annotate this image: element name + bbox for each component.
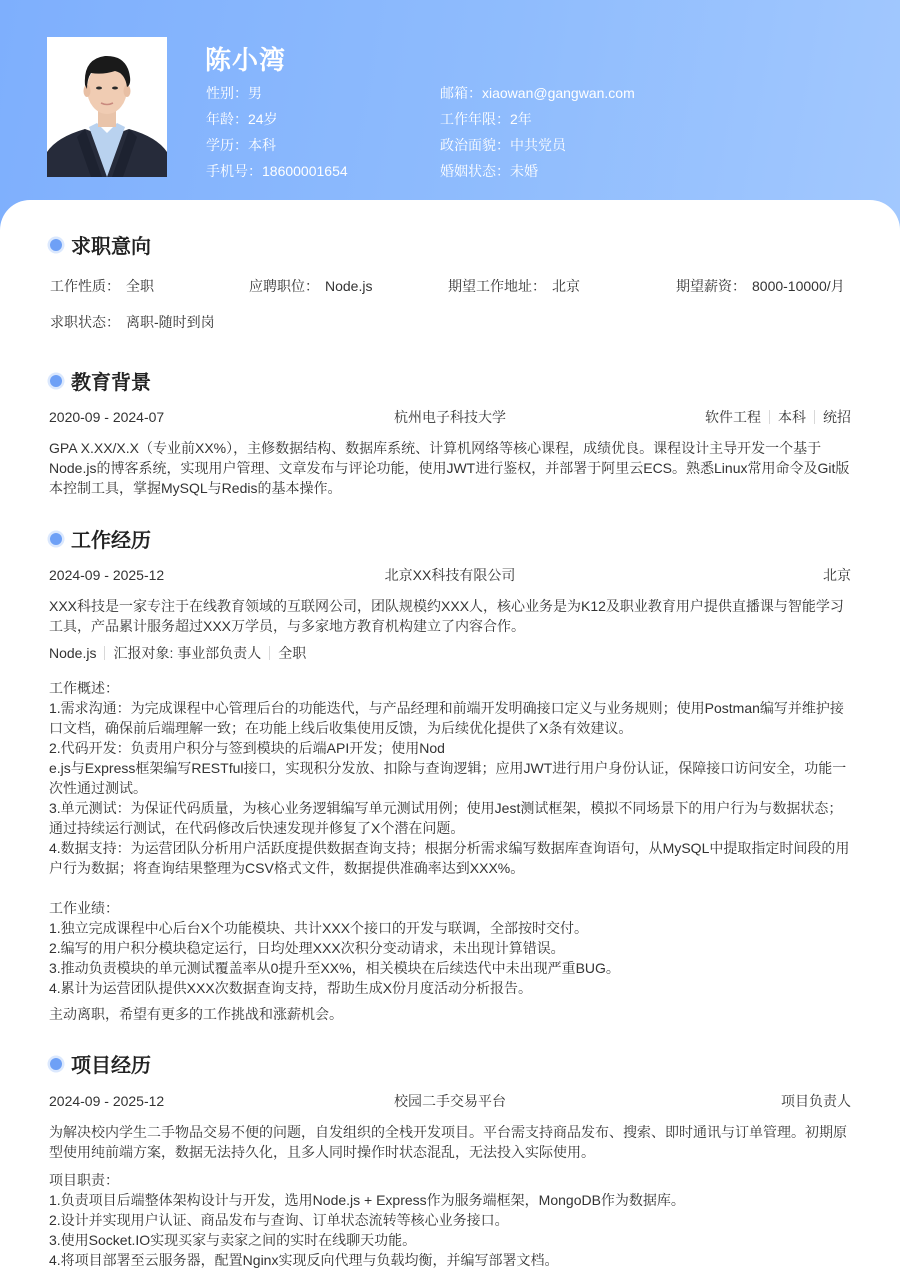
- section-title-project: 项目经历: [48, 1049, 151, 1078]
- work-location: 北京: [823, 567, 851, 583]
- work-tags: Node.js 汇报对象: 事业部负责人 全职: [49, 645, 307, 661]
- intention-salary: 期望薪资： 8000-10000/月: [676, 278, 845, 294]
- work-leave-reason: 主动离职，希望有更多的工作挑战和涨薪机会。: [49, 1006, 343, 1022]
- project-header: [49, 1091, 851, 1111]
- bullet-dot-icon: [50, 375, 62, 387]
- work-period: 2024-09 - 2025-12: [49, 567, 165, 583]
- work-header: [49, 565, 851, 585]
- info-email: 邮箱：xiaowan@gangwan.com: [440, 85, 635, 101]
- section-title-job-intention: 求职意向: [48, 230, 151, 259]
- project-name: 校园二手交易平台: [394, 1093, 506, 1109]
- project-duties: 项目职责： 1.负责项目后端整体架构设计与开发，选用Node.js + Express作为服务端框架，MongoDB作为数据库。 2.设计并实现用户认证、商品发布与查询、订单状态流转等核心业务接口。 3.使用Socket.IO实现买家与卖家之间的实时在线聊天功能。 4.将项目部署至云服务器，配置Nginx实现反向代理与负载均衡，并编写部署文档。: [49, 1172, 685, 1268]
- intention-work-type: 工作性质： 全职: [50, 278, 154, 294]
- project-intro: 为解决校内学生二手物品交易不便的问题，自发组织的全栈开发项目。平台需支持商品发布、搜索、即时通讯与订单管理。初期原型使用纯前端方案，数据无法持久化，且多人同时操作时状态混乱，无法投入实际使用。: [49, 1124, 847, 1160]
- portrait-photo-icon: [47, 37, 167, 177]
- intention-status: 求职状态： 离职-随时到岗: [50, 314, 215, 330]
- project-period: 2024-09 - 2025-12: [49, 1093, 165, 1109]
- info-marital-status: 婚姻状态：未婚: [440, 163, 538, 179]
- info-gender: 性别：男: [206, 85, 262, 101]
- intention-location: 期望工作地址： 北京: [448, 278, 580, 294]
- basic-info-left: [206, 83, 348, 187]
- education-school: 杭州电子科技大学: [394, 409, 506, 425]
- education-period: 2020-09 - 2024-07: [49, 409, 165, 425]
- candidate-name: 陈小湾: [205, 45, 287, 75]
- work-overview: 工作概述： 1.需求沟通：为完成课程中心管理后台的功能迭代，与产品经理和前端开发明确接口定义与业务规则；使用Postman编写并维护接 口文档，确保前后端理解一致；在功能上线后收集使用反馈，为后续优化提供了X条有效建议。 2.代码开发：负责用户积分与签到模块的后端API开发；使用Nod e.js与Express框架编写RESTful接口，实现积分发放、扣除与查询逻辑；应用JWT进行用户身份认证，保障接口访问安全，功能一 次性通过测试。 3.单元测试：为保证代码质量，为核心业务逻辑编写单元测试用例；使用Jest测试框架，模拟不同场景下的用户行为与数据状态； 通过持续运行测试，在代码修改后快速发现并修复了X个潜在问题。 4.数据支持：为运营团队分析用户活跃度提供数据查询支持；根据分析需求编写数据库查询语句，从MySQL中提取指定时间段的用 户行为数据；将查询结果整理为CSV格式文件，数据提供准确率达到XXX%。: [49, 680, 850, 876]
- project-role: 项目负责人: [781, 1093, 851, 1109]
- education-description: GPA X.XX/X.X（专业前XX%），主修数据结构、数据库系统、计算机网络等核心课程，成绩优良。课程设计主导开发一个基于Node.js的博客系统，实现用户管理、文章发布与评论功能，使用JWT进行鉴权，并部署于阿里云ECS。熟悉Linux常用命令及Git版本控制工具，掌握MySQL与Redis的基本操作。: [49, 440, 850, 496]
- bullet-dot-icon: [50, 1058, 62, 1070]
- info-work-years: 工作年限：2年: [440, 111, 532, 127]
- education-tags: 软件工程 本科 统招: [705, 409, 851, 425]
- work-achievements: 工作业绩： 1.独立完成课程中心后台X个功能模块、共计XXX个接口的开发与联调，全部按时交付。 2.编写的用户积分模块稳定运行，日均处理XXX次积分变动请求，未出现计算错误。 3.推动负责模块的单元测试覆盖率从0提升至XX%，相关模块在后续迭代中未出现严重BUG。 4.累计为运营团队提供XXX次数据查询支持，帮助生成X份月度活动分析报告。: [49, 900, 620, 996]
- education-header: [49, 407, 851, 427]
- basic-info-right: [440, 83, 635, 187]
- divider: [769, 410, 770, 424]
- section-title-work: 工作经历: [48, 524, 151, 553]
- work-company: 北京XX科技有限公司: [384, 567, 516, 583]
- info-phone: 手机号：18600001654: [206, 163, 348, 179]
- bullet-dot-icon: [50, 239, 62, 251]
- info-political-status: 政治面貌：中共党员: [440, 137, 566, 153]
- divider: [814, 410, 815, 424]
- bullet-dot-icon: [50, 533, 62, 545]
- intention-position: 应聘职位： Node.js: [249, 278, 373, 294]
- work-company-intro: XXX科技是一家专注于在线教育领域的互联网公司，团队规模约XXX人，核心业务是为K12及职业教育用户提供直播课与智能学习工具，产品累计服务超过XXX万学员，与多家地方教育机构建立了内容合作。: [49, 598, 844, 634]
- avatar: [47, 37, 167, 177]
- divider: [269, 646, 270, 660]
- info-age: 年龄：24岁: [206, 111, 278, 127]
- divider: [104, 646, 105, 660]
- info-education: 学历：本科: [206, 137, 276, 153]
- section-title-education: 教育背景: [48, 366, 151, 395]
